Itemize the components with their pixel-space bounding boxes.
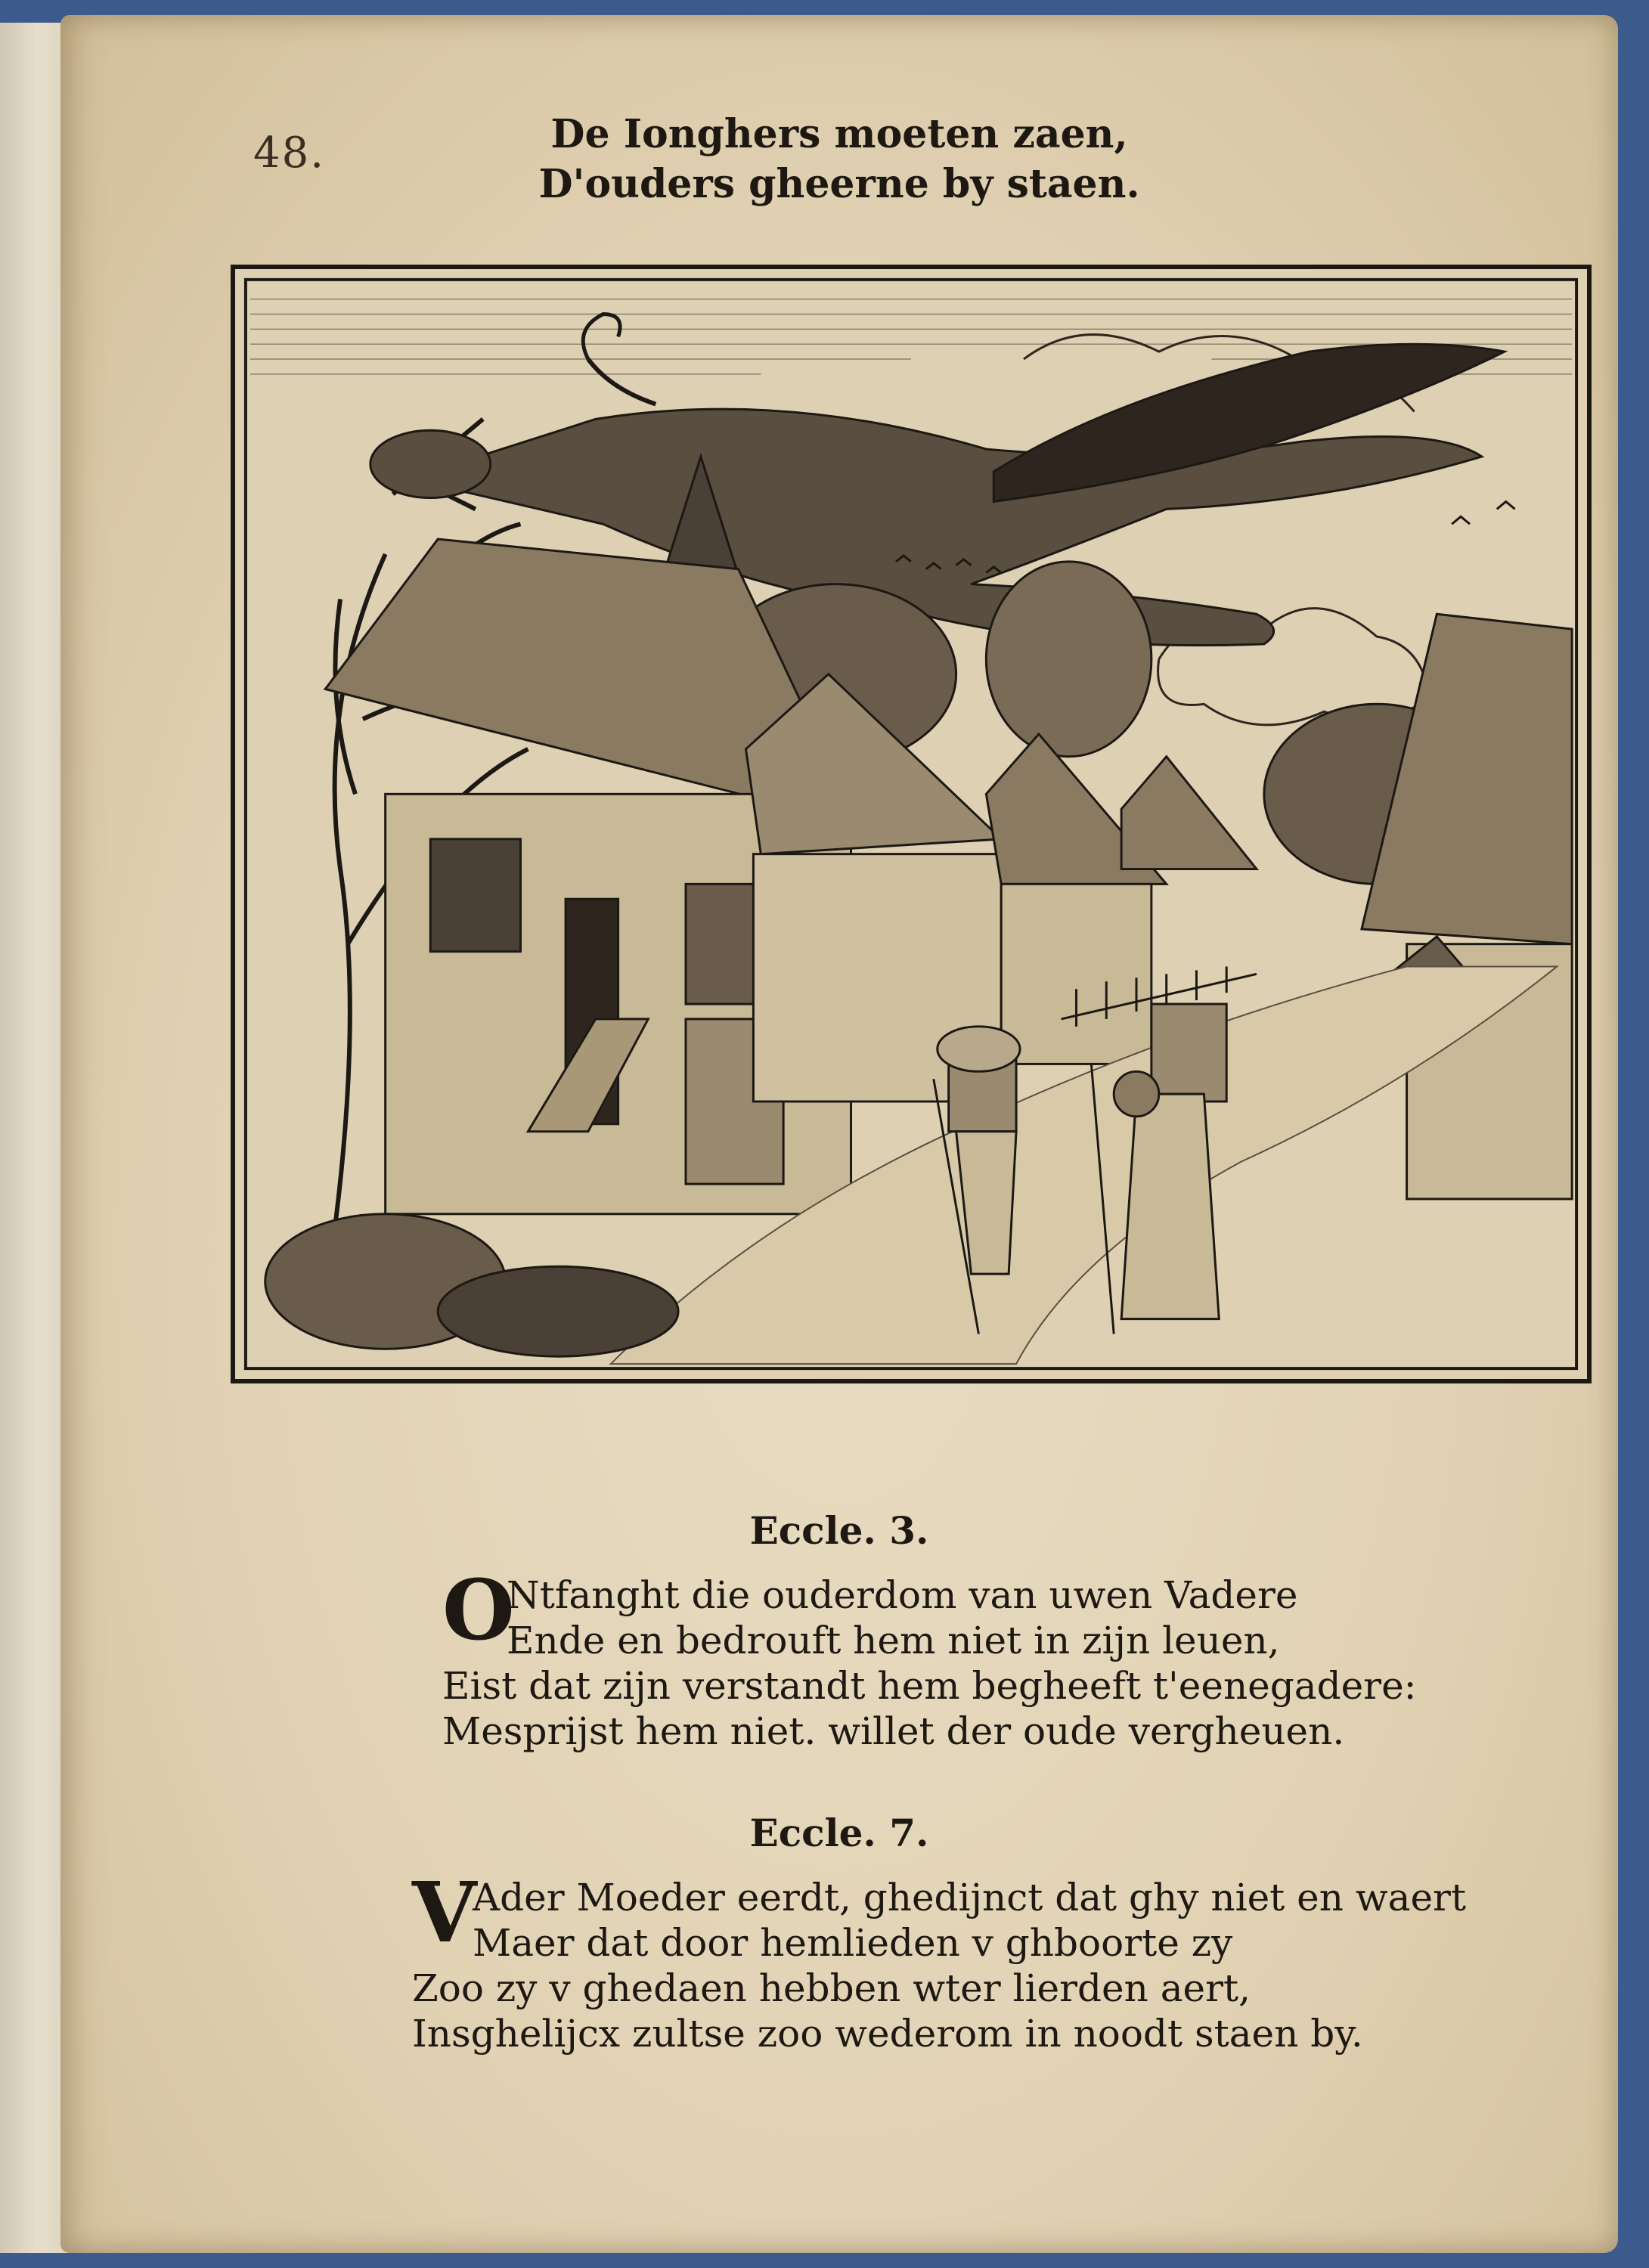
page-number: 48. bbox=[253, 129, 326, 178]
verse-line: Zoo zy v ghedaen hebben wter lierden aert, bbox=[412, 1966, 1251, 2010]
verse-line: Ende en bedrouft hem niet in zijn leuen, bbox=[507, 1619, 1280, 1662]
book-page bbox=[60, 15, 1618, 2253]
verse-line: Mesprijst hem niet. willet der oude vergheuen. bbox=[442, 1709, 1345, 1753]
page-header bbox=[60, 110, 1618, 209]
verse-line: Ntfanght die ouderdom van uwen Vadere bbox=[507, 1573, 1298, 1617]
verse-line: Insghelijcx zultse zoo wederom in noodt staen by. bbox=[412, 2012, 1363, 2056]
drop-cap-1: O bbox=[442, 1561, 515, 1659]
header-line-1: De Ionghers moeten zaen, bbox=[550, 111, 1128, 157]
verse-line: Maer dat door hemlieden v ghboorte zy bbox=[473, 1921, 1233, 1965]
header-line-2: D'ouders gheerne by staen. bbox=[538, 161, 1140, 207]
scripture-reference-2: Eccle. 7. bbox=[749, 1811, 929, 1855]
verse-line: Ader Moeder eerdt, ghedijnct dat ghy niet en waert bbox=[473, 1876, 1467, 1919]
village-stork-engraving bbox=[235, 269, 1587, 1379]
verse-line: Eist dat zijn verstandt hem begheeft t'eenegadere: bbox=[442, 1664, 1417, 1708]
engraving-illustration bbox=[231, 265, 1592, 1383]
verse-block-2 bbox=[412, 1864, 1467, 2056]
scripture-reference-1: Eccle. 3. bbox=[749, 1508, 929, 1553]
verse-block-1 bbox=[442, 1561, 1417, 1754]
drop-cap-2: V bbox=[412, 1864, 477, 1961]
